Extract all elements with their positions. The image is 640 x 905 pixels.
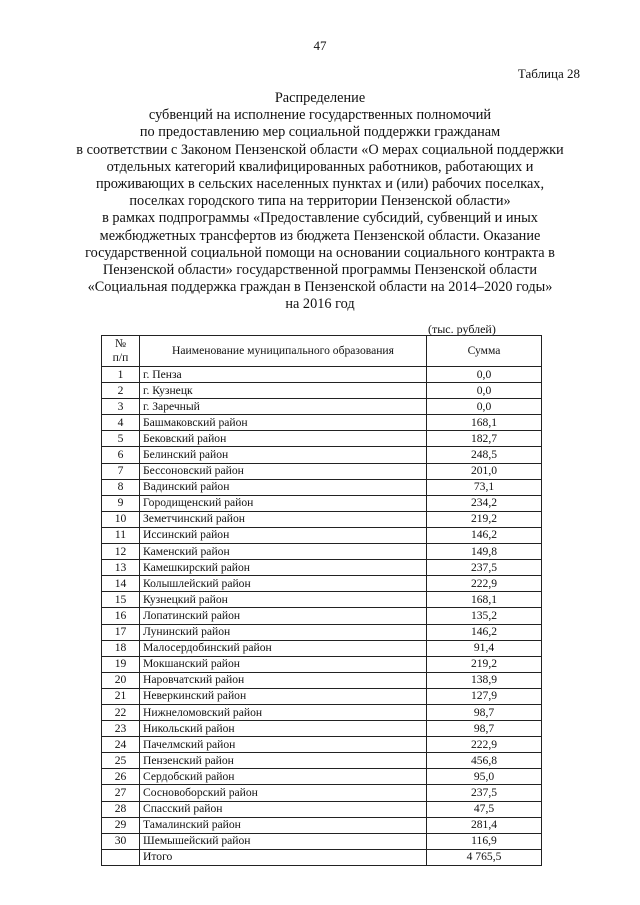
municipality-name: Спасский район	[140, 801, 427, 817]
table-row	[102, 769, 542, 785]
row-number: 14	[102, 576, 140, 592]
row-number: 24	[102, 737, 140, 753]
row-number: 26	[102, 769, 140, 785]
municipality-name: Бессоновский район	[140, 463, 427, 479]
table-row	[102, 495, 542, 511]
title-line: субвенций на исполнение государственных полномочий	[148, 107, 492, 124]
row-number: 30	[102, 833, 140, 849]
amount-cell: 237,5	[427, 785, 542, 801]
municipality-name: Бековский район	[140, 431, 427, 447]
amount-cell: 116,9	[427, 833, 542, 849]
amount-cell: 98,7	[427, 721, 542, 737]
amount-cell: 222,9	[427, 576, 542, 592]
title-line: в рамках подпрограммы «Предоставление субсидий, субвенций и иных	[102, 210, 538, 227]
table-row	[102, 753, 542, 769]
table-row	[102, 431, 542, 447]
title-line: в соответствии с Законом Пензенской области «О мерах социальной поддержки	[76, 141, 564, 158]
amount-cell: 149,8	[427, 544, 542, 560]
municipality-name: Тамалинский район	[140, 817, 427, 833]
header-sum: Сумма	[427, 336, 542, 367]
table-row	[102, 624, 542, 640]
row-number: 17	[102, 624, 140, 640]
row-number: 7	[102, 463, 140, 479]
municipality-name: г. Кузнецк	[140, 383, 427, 399]
title-line: межбюджетных трансфертов из бюджета Пензенской области. Оказание	[99, 227, 541, 244]
table-row	[102, 415, 542, 431]
units-label: (тыс. рублей)	[428, 322, 496, 336]
header-name: Наименование муниципального образования	[140, 336, 427, 367]
table-row	[102, 592, 542, 608]
table-row	[102, 688, 542, 704]
table-row	[102, 656, 542, 672]
table-row	[102, 721, 542, 737]
municipality-name: Кузнецкий район	[140, 592, 427, 608]
table-body	[102, 367, 542, 866]
table-row	[102, 447, 542, 463]
amount-cell: 138,9	[427, 672, 542, 688]
table-row	[102, 801, 542, 817]
municipality-name: Нижнеломовский район	[140, 704, 427, 720]
amount-cell: 248,5	[427, 447, 542, 463]
row-number: 3	[102, 399, 140, 415]
table-row	[102, 704, 542, 720]
total-label: Итого	[140, 849, 427, 865]
municipality-name: г. Заречный	[140, 399, 427, 415]
municipality-name: Малосердобинский район	[140, 640, 427, 656]
municipality-name: Наровчатский район	[140, 672, 427, 688]
municipality-name: Башмаковский район	[140, 415, 427, 431]
municipality-name: Шемышейский район	[140, 833, 427, 849]
total-number	[102, 849, 140, 865]
row-number: 23	[102, 721, 140, 737]
title-line: на 2016 год	[285, 296, 355, 313]
municipality-name: Камешкирский район	[140, 560, 427, 576]
row-number: 9	[102, 495, 140, 511]
page-number: 47	[313, 38, 327, 53]
table-row	[102, 833, 542, 849]
table-row	[102, 544, 542, 560]
table-row	[102, 576, 542, 592]
table-row	[102, 383, 542, 399]
distribution-table	[101, 335, 542, 866]
municipality-name: Городищенский район	[140, 495, 427, 511]
header-number	[102, 336, 140, 367]
row-number: 11	[102, 527, 140, 543]
municipality-name: Иссинский район	[140, 527, 427, 543]
amount-cell: 0,0	[427, 399, 542, 415]
title-line: Распределение	[274, 90, 366, 106]
municipality-name: Лопатинский район	[140, 608, 427, 624]
amount-cell: 219,2	[427, 656, 542, 672]
municipality-name: Каменский район	[140, 544, 427, 560]
table-row	[102, 560, 542, 576]
table-row	[102, 640, 542, 656]
municipality-name: Земетчинский район	[140, 511, 427, 527]
row-number: 29	[102, 817, 140, 833]
document-title	[40, 90, 600, 314]
row-number: 22	[102, 704, 140, 720]
amount-cell: 168,1	[427, 415, 542, 431]
amount-cell: 237,5	[427, 560, 542, 576]
table-row	[102, 399, 542, 415]
title-line: по предоставлению мер социальной поддержки гражданам	[139, 124, 501, 141]
title-line: Пензенской области» государственной программы Пензенской области	[102, 262, 538, 279]
table-row	[102, 672, 542, 688]
amount-cell: 95,0	[427, 769, 542, 785]
municipality-name: г. Пенза	[140, 367, 427, 383]
amount-cell: 135,2	[427, 608, 542, 624]
header-number-line1: №	[114, 337, 127, 350]
total-amount: 4 765,5	[427, 849, 542, 865]
amount-cell: 0,0	[427, 367, 542, 383]
amount-cell: 47,5	[427, 801, 542, 817]
amount-cell: 234,2	[427, 495, 542, 511]
table-row	[102, 479, 542, 495]
municipality-name: Никольский район	[140, 721, 427, 737]
municipality-name: Лунинский район	[140, 624, 427, 640]
amount-cell: 456,8	[427, 753, 542, 769]
total-row	[102, 849, 542, 865]
row-number: 18	[102, 640, 140, 656]
table-row	[102, 511, 542, 527]
municipality-name: Неверкинский район	[140, 688, 427, 704]
row-number: 20	[102, 672, 140, 688]
amount-cell: 201,0	[427, 463, 542, 479]
amount-cell: 146,2	[427, 527, 542, 543]
title-line: проживающих в сельских населенных пунктах и (или) рабочих поселках,	[95, 176, 545, 193]
table-row	[102, 463, 542, 479]
title-line: поселках городского типа на территории Пензенской области»	[129, 193, 511, 210]
municipality-name: Пензенский район	[140, 753, 427, 769]
amount-cell: 146,2	[427, 624, 542, 640]
row-number: 16	[102, 608, 140, 624]
municipality-name: Колышлейский район	[140, 576, 427, 592]
municipality-name: Мокшанский район	[140, 656, 427, 672]
row-number: 19	[102, 656, 140, 672]
table-row	[102, 817, 542, 833]
amount-cell: 168,1	[427, 592, 542, 608]
table-row	[102, 608, 542, 624]
amount-cell: 281,4	[427, 817, 542, 833]
amount-cell: 127,9	[427, 688, 542, 704]
amount-cell: 182,7	[427, 431, 542, 447]
row-number: 2	[102, 383, 140, 399]
municipality-name: Сердобский район	[140, 769, 427, 785]
row-number: 6	[102, 447, 140, 463]
table-label: Таблица 28	[517, 66, 580, 81]
title-line: «Социальная поддержка граждан в Пензенской области на 2014–2020 годы»	[87, 279, 553, 296]
row-number: 25	[102, 753, 140, 769]
amount-cell: 0,0	[427, 383, 542, 399]
row-number: 13	[102, 560, 140, 576]
amount-cell: 98,7	[427, 704, 542, 720]
municipality-name: Белинский район	[140, 447, 427, 463]
table-row	[102, 785, 542, 801]
row-number: 10	[102, 511, 140, 527]
row-number: 12	[102, 544, 140, 560]
amount-cell: 91,4	[427, 640, 542, 656]
municipality-name: Пачелмский район	[140, 737, 427, 753]
header-number-line2: п/п	[112, 351, 129, 364]
row-number: 27	[102, 785, 140, 801]
title-line: отдельных категорий квалифицированных работников, работающих и	[106, 158, 534, 175]
amount-cell: 219,2	[427, 511, 542, 527]
table-row	[102, 527, 542, 543]
table-header-row	[102, 336, 542, 367]
row-number: 8	[102, 479, 140, 495]
row-number: 21	[102, 688, 140, 704]
table-row	[102, 367, 542, 383]
row-number: 1	[102, 367, 140, 383]
row-number: 5	[102, 431, 140, 447]
amount-cell: 222,9	[427, 737, 542, 753]
municipality-name: Вадинский район	[140, 479, 427, 495]
table-row	[102, 737, 542, 753]
row-number: 4	[102, 415, 140, 431]
row-number: 28	[102, 801, 140, 817]
title-line: государственной социальной помощи на основании социального контракта в	[85, 244, 555, 261]
municipality-name: Сосновоборский район	[140, 785, 427, 801]
row-number: 15	[102, 592, 140, 608]
amount-cell: 73,1	[427, 479, 542, 495]
